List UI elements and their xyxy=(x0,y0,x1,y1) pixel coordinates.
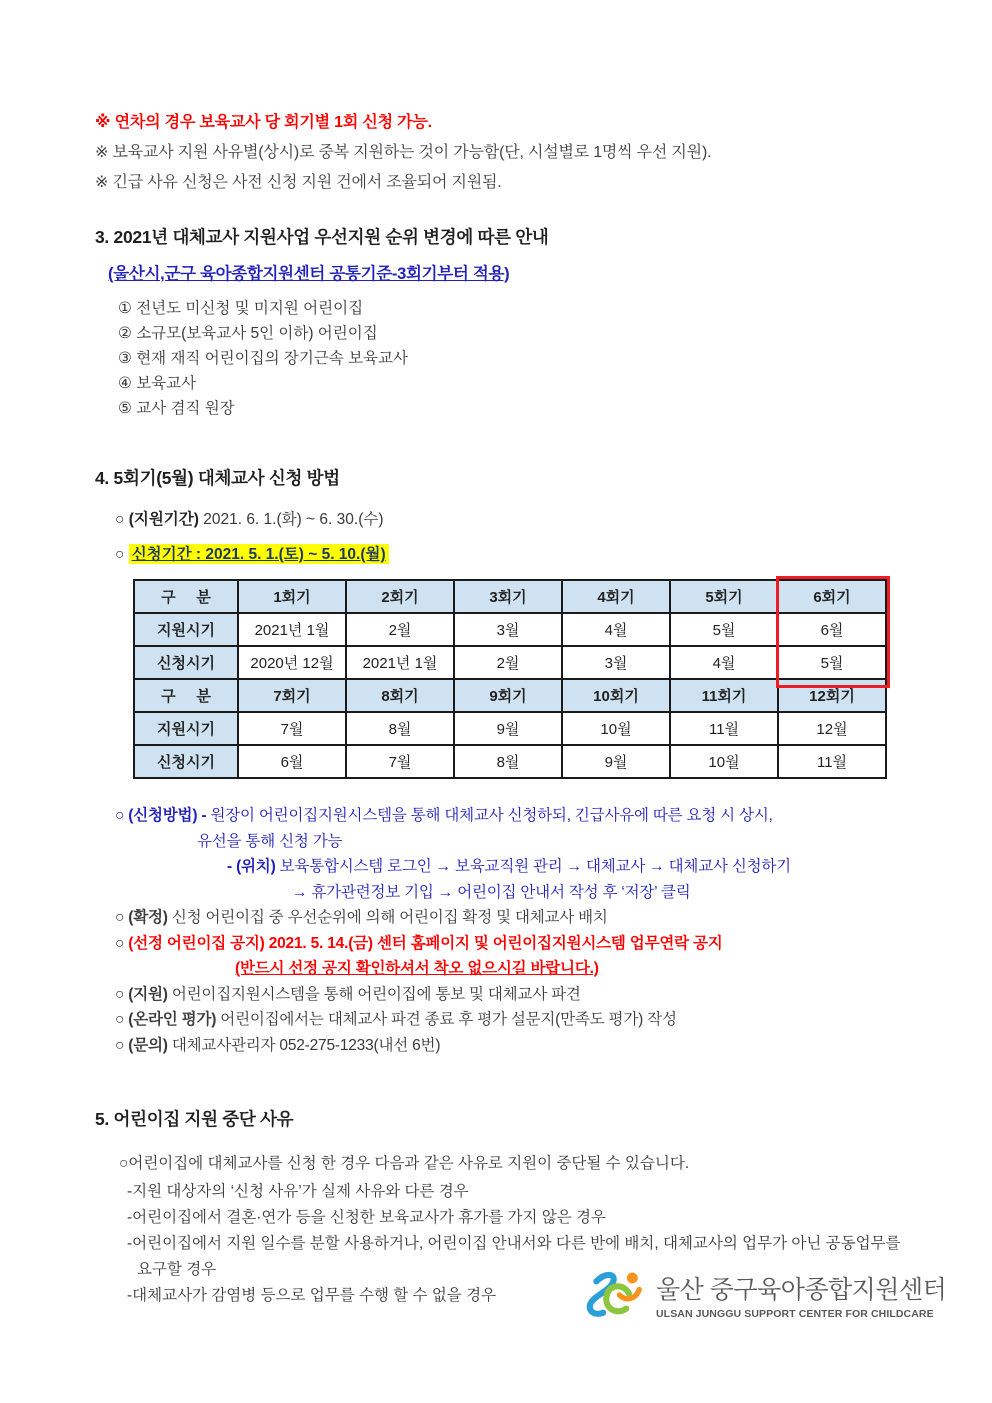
evaluation-bullet xyxy=(115,1007,904,1033)
support-label: (지원) xyxy=(128,985,168,1003)
table-cell: 4월 xyxy=(670,646,778,679)
table-header-cell: 2회기 xyxy=(346,580,454,613)
table-header-cell: 6회기 xyxy=(778,580,886,613)
table-header-cell: 4회기 xyxy=(562,580,670,613)
table-cell: 10월 xyxy=(670,745,778,778)
center-logo-icon xyxy=(580,1266,648,1324)
support-period-value: 2021. 6. 1.(화) ~ 6. 30.(수) xyxy=(203,511,384,528)
table-header-cell: 9회기 xyxy=(454,679,562,712)
logo-english-name: ULSAN JUNGGU SUPPORT CENTER FOR CHILDCARE xyxy=(656,1308,934,1320)
table-cell: 11월 xyxy=(670,712,778,745)
application-period-line xyxy=(115,542,904,564)
section-4-title: 4. 5회기(5월) 대체교사 신청 방법 xyxy=(95,468,340,488)
location-label: - (위치) xyxy=(227,858,276,875)
circle-marker-icon: ○ xyxy=(115,1036,125,1054)
table-row-label: 신청시기 xyxy=(134,646,238,679)
table-cell: 8월 xyxy=(346,712,454,745)
table-header-cell: 5회기 xyxy=(670,580,778,613)
priority-item-5: ⑤ 교사 겸직 원장 xyxy=(118,400,235,417)
section-3-title: 3. 2021년 대체교사 지원사업 우선지원 순위 변경에 따른 안내 xyxy=(95,227,549,247)
table-header-cell: 10회기 xyxy=(562,679,670,712)
table-header-cell: 8회기 xyxy=(346,679,454,712)
section-5-title: 5. 어린이집 지원 중단 사유 xyxy=(95,1109,294,1129)
contact-bullet xyxy=(115,1033,904,1059)
application-method-bullet xyxy=(115,803,904,829)
note-annual-leave: ※ 연차의 경우 보육교사 당 회기별 1회 신청 가능. xyxy=(95,114,432,131)
support-text: 어린이집지원시스템을 통해 어린이집에 통보 및 대체교사 파견 xyxy=(171,985,581,1003)
circle-marker-icon: ○ xyxy=(115,807,125,824)
suspension-reason-item-3: -어린이집에서 지원 일수를 분할 사용하거나, 어린이집 안내서와 다른 반에 배치, 대체교사의 업무가 아닌 공동업무를 요구할 경우 xyxy=(127,1235,901,1278)
evaluation-label: (온라인 평가) xyxy=(128,1011,217,1028)
table-header-cell: 3회기 xyxy=(454,580,562,613)
suspension-reason-item-1: -지원 대상자의 ‘신청 사유’가 실제 사유와 다른 경우 xyxy=(127,1183,469,1200)
table-cell: 9월 xyxy=(454,712,562,745)
table-row-label: 신청시기 xyxy=(134,745,238,778)
location-path-text: 보육통합시스템 로그인 → 보육교직원 관리 → 대체교사 → 대체교사 신청하기 xyxy=(279,858,791,875)
table-row-apply-1 xyxy=(134,646,886,679)
table-cell: 7월 xyxy=(346,745,454,778)
table-cell: 12월 xyxy=(778,712,886,745)
note-duplicate-support: ※ 보육교사 지원 사유별(상시)로 중복 지원하는 것이 가능함(단, 시설별로 1명씩 우선 지원). xyxy=(95,144,712,161)
section-application-method xyxy=(95,465,904,1058)
logo-korean-name: 울산 중구육아종합지원센터 xyxy=(656,1276,947,1304)
table-cell: 7월 xyxy=(238,712,346,745)
suspension-reason-item-2: -어린이집에서 결혼·연가 등을 신청한 보육교사가 휴가를 가지 않은 경우 xyxy=(127,1209,606,1226)
priority-item-1: ① 전년도 미신청 및 미지원 어린이집 xyxy=(118,300,364,317)
table-cell: 8월 xyxy=(454,745,562,778)
application-bullets xyxy=(115,803,904,1058)
table-cell: 6월 xyxy=(778,613,886,646)
circle-marker-icon: ○ xyxy=(115,1011,125,1028)
location-continued: → 휴가관련정보 기입 → 어린이집 안내서 작성 후 ‘저장’ 클릭 xyxy=(292,883,691,901)
table-cell: 2월 xyxy=(346,613,454,646)
confirmation-bullet xyxy=(115,905,904,931)
application-period-highlight: 신청기간 : 2021. 5. 1.(토) ~ 5. 10.(월) xyxy=(129,544,389,564)
table-header-cell: 7회기 xyxy=(238,679,346,712)
center-logo-text xyxy=(656,1270,946,1320)
table-row-support-1 xyxy=(134,613,886,646)
location-bullet xyxy=(115,854,904,880)
priority-item-3: ③ 현재 재직 어린이집의 장기근속 보육교사 xyxy=(118,350,408,367)
priority-item-4: ④ 보육교사 xyxy=(118,375,197,392)
table-row-apply-2 xyxy=(134,745,886,778)
selection-notice-label: (선정 어린이집 공지) xyxy=(128,934,265,952)
table-cell: 2021년 1월 xyxy=(346,646,454,679)
application-method-text: 원장이 어린이집지원시스템을 통해 대체교사 신청하되, 긴급사유에 따른 요청 시 상시, xyxy=(210,807,773,824)
circle-marker-icon: ○ xyxy=(115,909,125,926)
confirmation-label: (확정) xyxy=(128,909,168,926)
table-cell: 4월 xyxy=(562,613,670,646)
circle-marker-icon: ○ xyxy=(115,934,125,952)
application-method-continued: 유선을 통해 신청 가능 xyxy=(197,832,343,850)
priority-item-2: ② 소규모(보육교사 5인 이하) 어린이집 xyxy=(118,325,378,342)
contact-label: (문의) xyxy=(128,1036,168,1054)
table-header-cell: 1회기 xyxy=(238,580,346,613)
contact-text: 대체교사관리자 052-275-1233(내선 6번) xyxy=(171,1036,441,1054)
support-period-label: (지원기간) xyxy=(128,511,199,528)
suspension-intro: ○어린이집에 대체교사를 신청 한 경우 다음과 같은 사유로 지원이 중단될 수 있습니다. xyxy=(119,1155,690,1172)
table-cell: 10월 xyxy=(562,712,670,745)
table-header-row-1 xyxy=(134,580,886,613)
note-urgent-reason: ※ 긴급 사유 신청은 사전 신청 지원 건에서 조율되어 지원됨. xyxy=(95,174,502,191)
circle-marker-icon: ○ xyxy=(115,511,125,528)
selection-notice-text: 2021. 5. 14.(금) 센터 홈페이지 및 어린이집지원시스템 업무연락 공지 xyxy=(268,934,723,952)
table-cell: 9월 xyxy=(562,745,670,778)
circle-marker-icon: ○ xyxy=(115,546,125,563)
priority-criteria-subtitle: (울산시,군구 육아종합지원센터 공통기준-3회기부터 적용) xyxy=(108,265,510,283)
table-header-cell: 구 분 xyxy=(134,580,238,613)
schedule-table xyxy=(133,579,887,779)
section-priority-change xyxy=(95,224,904,421)
table-row-label: 지원시기 xyxy=(134,613,238,646)
application-method-label: (신청방법) - xyxy=(128,807,207,824)
support-bullet xyxy=(115,982,904,1008)
table-header-cell: 12회기 xyxy=(778,679,886,712)
footer-logo xyxy=(580,1266,946,1324)
table-cell: 2021년 1월 xyxy=(238,613,346,646)
evaluation-text: 어린이집에서는 대체교사 파견 종료 후 평가 설문지(만족도 평가) 작성 xyxy=(220,1011,677,1028)
support-period-line xyxy=(115,507,904,529)
table-cell: 5월 xyxy=(778,646,886,679)
table-cell: 3월 xyxy=(562,646,670,679)
table-cell: 6월 xyxy=(238,745,346,778)
selection-notice-warning: (반드시 선정 공지 확인하셔서 착오 없으시길 바랍니다.) xyxy=(235,960,599,977)
table-header-cell: 구 분 xyxy=(134,679,238,712)
selection-notice-bullet xyxy=(115,931,904,957)
notes-section xyxy=(95,108,904,198)
table-cell: 11월 xyxy=(778,745,886,778)
circle-marker-icon: ○ xyxy=(115,985,125,1003)
table-cell: 2월 xyxy=(454,646,562,679)
table-header-row-2 xyxy=(134,679,886,712)
suspension-reason-item-4: -대체교사가 감염병 등으로 업무를 수행 할 수 없을 경우 xyxy=(127,1287,497,1304)
table-cell: 3월 xyxy=(454,613,562,646)
table-row-label: 지원시기 xyxy=(134,712,238,745)
schedule-table-wrap xyxy=(133,579,887,779)
table-cell: 5월 xyxy=(670,613,778,646)
table-header-cell: 11회기 xyxy=(670,679,778,712)
confirmation-text: 신청 어린이집 중 우선순위에 의해 어린이집 확정 및 대체교사 배치 xyxy=(171,909,608,926)
priority-list xyxy=(118,296,904,421)
table-row-support-2 xyxy=(134,712,886,745)
table-cell: 2020년 12월 xyxy=(238,646,346,679)
